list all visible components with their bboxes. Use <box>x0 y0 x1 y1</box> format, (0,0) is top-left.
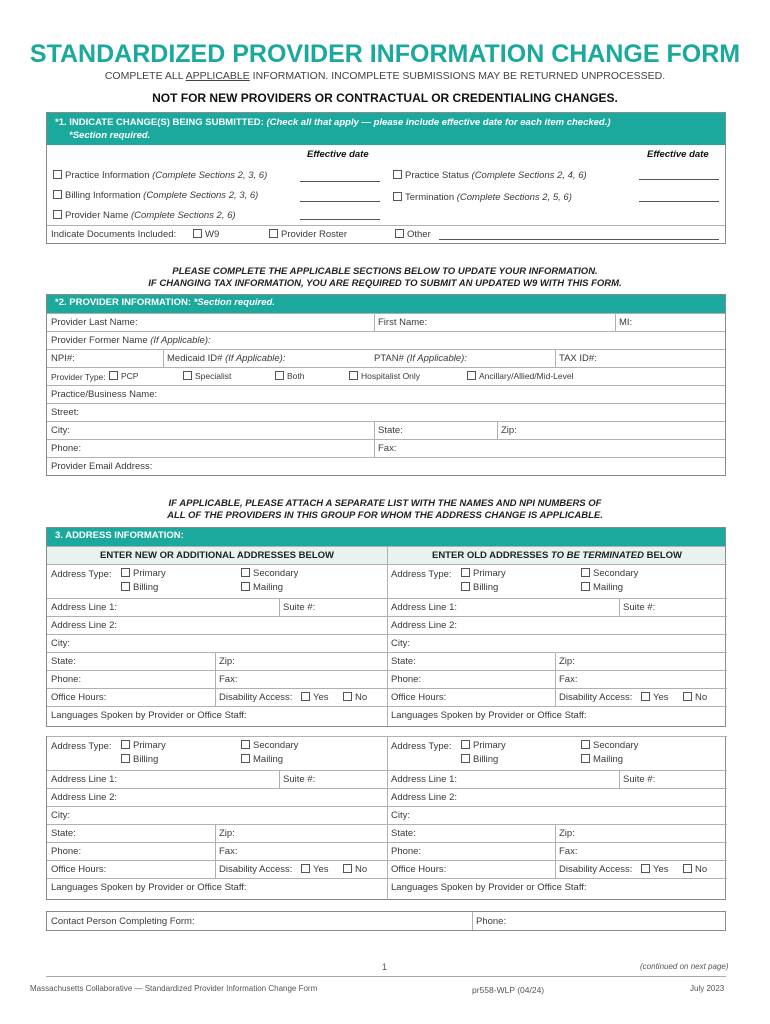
new-2-disability-no-option[interactable] <box>343 864 367 875</box>
old-1-zip-field[interactable]: Zip: <box>559 656 575 667</box>
old-2-hours-row <box>387 860 727 878</box>
new-1-phone-row <box>47 670 387 688</box>
pcp-checkbox[interactable] <box>109 371 118 380</box>
old-1-phone-field[interactable]: Phone: <box>391 674 422 685</box>
old-heading-italic: TO BE TERMINATED <box>550 550 645 561</box>
address-type-label: Address Type: <box>51 569 112 580</box>
old-1-disability-no-checkbox[interactable] <box>683 692 692 701</box>
old-2-disability-no-option[interactable] <box>683 864 707 875</box>
billing-info-option[interactable] <box>53 190 258 201</box>
old-1-disability-no-label: No <box>695 692 708 703</box>
old-2-fax-field[interactable]: Fax: <box>559 846 578 857</box>
practice-status-label: Practice Status <box>405 170 469 181</box>
termination-option[interactable] <box>393 192 572 203</box>
section3-box <box>46 527 726 727</box>
footer-date: July 2023 <box>690 984 725 993</box>
new-1-disability-label: Disability Access: <box>219 692 293 703</box>
new-1-fax-field[interactable]: Fax: <box>219 674 238 685</box>
new-2-fax-field[interactable]: Fax: <box>219 846 238 857</box>
old-2-disability-yes-option[interactable] <box>641 864 669 875</box>
last-name-field[interactable]: Provider Last Name: <box>51 317 138 328</box>
fax-field[interactable]: Fax: <box>378 443 397 454</box>
section1-required: *Section required. <box>69 130 151 141</box>
new-2-phone-row <box>47 842 387 860</box>
new-2-hours-row <box>47 860 387 878</box>
npi-field[interactable]: NPI#: <box>51 353 75 364</box>
pcp-option[interactable] <box>109 371 138 381</box>
old-2-phone-field[interactable]: Phone: <box>391 846 422 857</box>
old-1-mailing-option[interactable] <box>581 582 623 593</box>
billing-info-checkbox[interactable] <box>53 190 62 199</box>
practice-info-note: (Complete Sections 2, 3, 6) <box>152 170 268 181</box>
docs-label: Indicate Documents Included: <box>51 229 177 240</box>
effective-date-left: Effective date <box>307 149 369 160</box>
old-2-address-line2-field[interactable]: Address Line 2: <box>391 792 458 803</box>
old-1-lang-row <box>387 706 727 724</box>
page-number: 1 <box>382 962 388 972</box>
new-2-disability-no-checkbox[interactable] <box>343 864 352 873</box>
pcp-label: PCP <box>121 371 139 381</box>
new-1-line1-row <box>47 598 387 616</box>
section2-title: *2. PROVIDER INFORMATION: <box>55 297 194 308</box>
new-1-mailing-label: Mailing <box>253 582 284 593</box>
new-2-billing-label: Billing <box>133 754 159 765</box>
ptan-label: PTAN# <box>374 353 404 364</box>
old-1-billing-option[interactable] <box>461 582 498 593</box>
old-1-billing-checkbox[interactable] <box>461 582 470 591</box>
new-1-secondary-option[interactable] <box>241 568 298 579</box>
new-1-disability-yes-option[interactable] <box>301 692 329 703</box>
old-1-languages-field[interactable]: Languages Spoken by Provider or Office Staff: <box>391 710 587 721</box>
old-1-type-row <box>387 564 727 598</box>
new-2-secondary-checkbox[interactable] <box>241 740 250 749</box>
effective-date-right: Effective date <box>647 149 709 160</box>
roster-checkbox[interactable] <box>269 229 278 238</box>
new-2-lang-row <box>47 878 387 896</box>
new-1-phone-field[interactable]: Phone: <box>51 674 82 685</box>
termination-checkbox[interactable] <box>393 192 402 201</box>
old-1-line1-row <box>387 598 727 616</box>
new-2-disability-yes-option[interactable] <box>301 864 329 875</box>
old-1-office-hours-field[interactable]: Office Hours: <box>391 692 447 703</box>
new-2-disability-yes-checkbox[interactable] <box>301 864 310 873</box>
new-1-office-hours-field[interactable]: Office Hours: <box>51 692 107 703</box>
new-2-billing-option[interactable] <box>121 754 158 765</box>
new-2-line1-row <box>47 770 387 788</box>
old-2-zip-field[interactable]: Zip: <box>559 828 575 839</box>
new-2-mailing-checkbox[interactable] <box>241 754 250 763</box>
new-1-mailing-option[interactable] <box>241 582 283 593</box>
old-2-primary-checkbox[interactable] <box>461 740 470 749</box>
new-2-line2-row <box>47 788 387 806</box>
ancillary-checkbox[interactable] <box>467 371 476 380</box>
attach-note-line1: IF APPLICABLE, PLEASE ATTACH A SEPARATE LIST WITH THE NAMES AND NPI NUMBERS OF <box>168 498 602 509</box>
provider-name-note: (Complete Sections 2, 6) <box>131 210 236 221</box>
ptan-field[interactable] <box>374 353 467 364</box>
old-1-city-field[interactable]: City: <box>391 638 410 649</box>
attach-list-note <box>0 498 770 522</box>
new-1-mailing-checkbox[interactable] <box>241 582 250 591</box>
old-2-secondary-option[interactable] <box>581 740 638 751</box>
new-2-languages-field[interactable]: Languages Spoken by Provider or Office Staff: <box>51 882 247 893</box>
new-2-city-field[interactable]: City: <box>51 810 70 821</box>
old-2-lang-row <box>387 878 727 896</box>
medicaid-field[interactable] <box>167 353 285 364</box>
contact-person-field[interactable]: Contact Person Completing Form: <box>51 916 195 927</box>
section2-box <box>46 294 726 476</box>
old-1-disability-no-option[interactable] <box>683 692 707 703</box>
new-1-disability-yes-label: Yes <box>313 692 329 703</box>
new-1-primary-label: Primary <box>133 568 166 579</box>
old-1-secondary-option[interactable] <box>581 568 638 579</box>
old-1-secondary-checkbox[interactable] <box>581 568 590 577</box>
new-2-address-line1-field[interactable]: Address Line 1: <box>51 774 118 785</box>
billing-info-date-line[interactable] <box>300 201 380 202</box>
old-1-address-line1-field[interactable]: Address Line 1: <box>391 602 458 613</box>
section2-header <box>47 295 725 313</box>
old-2-line2-row <box>387 788 727 806</box>
old-1-primary-checkbox[interactable] <box>461 568 470 577</box>
hospitalist-label: Hospitalist Only <box>361 371 421 381</box>
section3-header: 3. ADDRESS INFORMATION: <box>47 528 725 546</box>
termination-label: Termination <box>405 192 455 203</box>
old-2-office-hours-field[interactable]: Office Hours: <box>391 864 447 875</box>
billing-info-note: (Complete Sections 2, 3, 6) <box>143 190 259 201</box>
section1-title: *1. INDICATE CHANGE(S) BEING SUBMITTED: <box>55 117 264 128</box>
new-1-hours-row <box>47 688 387 706</box>
old-2-mailing-option[interactable] <box>581 754 623 765</box>
both-label: Both <box>287 371 305 381</box>
warning-heading: NOT FOR NEW PROVIDERS OR CONTRACTUAL OR CREDENTIALING CHANGES. <box>152 91 618 105</box>
continued-note: (continued on next page) <box>640 962 729 971</box>
old-2-secondary-checkbox[interactable] <box>581 740 590 749</box>
old-1-address-line2-field[interactable]: Address Line 2: <box>391 620 458 631</box>
old-1-primary-option[interactable] <box>461 568 506 579</box>
old-1-disability-yes-option[interactable] <box>641 692 669 703</box>
new-1-type-row <box>47 564 387 598</box>
new-2-mailing-label: Mailing <box>253 754 284 765</box>
subtitle-underlined: APPLICABLE <box>185 70 250 82</box>
w9-label: W9 <box>205 229 220 240</box>
old-1-city-row <box>387 634 727 652</box>
new-2-primary-option[interactable] <box>121 740 166 751</box>
new-2-disability-label: Disability Access: <box>219 864 293 875</box>
state-field[interactable]: State: <box>378 425 403 436</box>
attach-note-line2: ALL OF THE PROVIDERS IN THIS GROUP FOR WHOM THE ADDRESS CHANGE IS APPLICABLE. <box>167 510 603 521</box>
new-address-heading: ENTER NEW OR ADDITIONAL ADDRESSES BELOW <box>100 550 334 561</box>
provider-type-row <box>47 367 725 385</box>
old-1-billing-label: Billing <box>473 582 499 593</box>
footer-form-name: Massachusetts Collaborative — Standardized Provider Information Change Form <box>30 984 318 993</box>
old-2-secondary-label: Secondary <box>593 740 639 751</box>
old-2-billing-checkbox[interactable] <box>461 754 470 763</box>
practice-name-row <box>47 385 725 403</box>
old-1-disability-yes-checkbox[interactable] <box>641 692 650 701</box>
old-2-disability-no-label: No <box>695 864 708 875</box>
practice-status-option[interactable] <box>393 170 587 181</box>
old-1-disability-yes-label: Yes <box>653 692 669 703</box>
ptan-note: (If Applicable): <box>406 353 467 364</box>
name-row <box>47 313 725 331</box>
former-name-label: Provider Former Name <box>51 335 148 346</box>
address-type-label: Address Type: <box>391 569 452 580</box>
new-2-disability-no-label: No <box>355 864 368 875</box>
zip-field[interactable]: Zip: <box>501 425 517 436</box>
old-1-hours-row <box>387 688 727 706</box>
ids-row <box>47 349 725 367</box>
instructions-line1: PLEASE COMPLETE THE APPLICABLE SECTIONS BELOW TO UPDATE YOUR INFORMATION. <box>172 266 598 277</box>
new-1-zip-field[interactable]: Zip: <box>219 656 235 667</box>
section1-note: (Check all that apply — please include effective date for each item checked.) <box>266 117 611 128</box>
old-2-billing-option[interactable] <box>461 754 498 765</box>
w9-option[interactable] <box>193 229 219 240</box>
practice-info-date-line[interactable] <box>300 181 380 182</box>
new-1-secondary-label: Secondary <box>253 568 299 579</box>
new-2-office-hours-field[interactable]: Office Hours: <box>51 864 107 875</box>
ancillary-option[interactable] <box>467 371 573 381</box>
old-1-phone-row <box>387 670 727 688</box>
new-1-billing-checkbox[interactable] <box>121 582 130 591</box>
practice-status-date-line[interactable] <box>639 179 719 180</box>
old-2-suite-field[interactable]: Suite #: <box>623 774 656 785</box>
old-2-city-field[interactable]: City: <box>391 810 410 821</box>
provider-name-date-line[interactable] <box>300 219 380 220</box>
old-2-disability-label: Disability Access: <box>559 864 633 875</box>
new-2-type-row <box>47 736 387 770</box>
hospitalist-checkbox[interactable] <box>349 371 358 380</box>
specialist-checkbox[interactable] <box>183 371 192 380</box>
new-1-disability-no-checkbox[interactable] <box>343 692 352 701</box>
section1-docs-row <box>47 225 725 226</box>
practice-info-option[interactable] <box>53 170 267 181</box>
new-1-city-row <box>47 634 387 652</box>
phone-field[interactable]: Phone: <box>51 443 82 454</box>
practice-status-note: (Complete Sections 2, 4, 6) <box>471 170 587 181</box>
new-2-secondary-label: Secondary <box>253 740 299 751</box>
other-label: Other <box>407 229 431 240</box>
old-2-languages-field[interactable]: Languages Spoken by Provider or Office Staff: <box>391 882 587 893</box>
old-1-mailing-label: Mailing <box>593 582 624 593</box>
provider-name-option[interactable] <box>53 210 236 221</box>
old-1-disability-label: Disability Access: <box>559 692 633 703</box>
city-row <box>47 421 725 439</box>
specialist-label: Specialist <box>195 371 232 381</box>
old-2-address-line1-field[interactable]: Address Line 1: <box>391 774 458 785</box>
provider-type-label: Provider Type: <box>51 372 106 382</box>
new-2-phone-field[interactable]: Phone: <box>51 846 82 857</box>
new-1-primary-option[interactable] <box>121 568 166 579</box>
ancillary-label: Ancillary/Allied/Mid-Level <box>479 371 574 381</box>
new-1-primary-checkbox[interactable] <box>121 568 130 577</box>
old-1-primary-label: Primary <box>473 568 506 579</box>
page-title: STANDARDIZED PROVIDER INFORMATION CHANGE FORM <box>29 40 741 68</box>
old-heading-post: BELOW <box>644 550 683 561</box>
street-field[interactable]: Street: <box>51 407 79 418</box>
new-1-lang-row <box>47 706 387 724</box>
billing-info-label: Billing Information <box>65 190 141 201</box>
email-row <box>47 457 725 475</box>
instructions-note <box>0 266 770 290</box>
new-2-primary-checkbox[interactable] <box>121 740 130 749</box>
old-2-type-row <box>387 736 727 770</box>
new-1-state-row <box>47 652 387 670</box>
provider-name-checkbox[interactable] <box>53 210 62 219</box>
contact-box <box>46 911 726 931</box>
old-2-disability-yes-label: Yes <box>653 864 669 875</box>
new-1-city-field[interactable]: City: <box>51 638 70 649</box>
new-1-billing-option[interactable] <box>121 582 158 593</box>
address-type-label: Address Type: <box>391 741 452 752</box>
footer-rule <box>46 976 726 977</box>
termination-date-line[interactable] <box>639 201 719 202</box>
old-2-primary-label: Primary <box>473 740 506 751</box>
new-1-secondary-checkbox[interactable] <box>241 568 250 577</box>
section3-column-heads <box>47 546 725 564</box>
new-1-address-line2-field[interactable]: Address Line 2: <box>51 620 118 631</box>
new-1-disability-no-label: No <box>355 692 368 703</box>
street-row <box>47 403 725 421</box>
mi-field[interactable]: MI: <box>619 317 633 328</box>
practice-name-field[interactable]: Practice/Business Name: <box>51 389 158 400</box>
old-2-mailing-label: Mailing <box>593 754 624 765</box>
termination-note: (Complete Sections 2, 5, 6) <box>456 192 572 203</box>
old-2-disability-no-checkbox[interactable] <box>683 864 692 873</box>
new-1-suite-field[interactable]: Suite #: <box>283 602 316 613</box>
old-1-fax-field[interactable]: Fax: <box>559 674 578 685</box>
old-2-phone-row <box>387 842 727 860</box>
new-2-zip-field[interactable]: Zip: <box>219 828 235 839</box>
section2-required: *Section required. <box>193 297 275 308</box>
instructions-line2: IF CHANGING TAX INFORMATION, YOU ARE REQUIRED TO SUBMIT AN UPDATED W9 WITH THIS FORM. <box>148 278 622 289</box>
email-field[interactable]: Provider Email Address: <box>51 461 153 472</box>
contact-phone-field[interactable]: Phone: <box>476 916 507 927</box>
medicaid-note: (If Applicable): <box>225 353 286 364</box>
new-2-address-line2-field[interactable]: Address Line 2: <box>51 792 118 803</box>
practice-info-label: Practice Information <box>65 170 150 181</box>
new-1-disability-no-option[interactable] <box>343 692 367 703</box>
new-1-address-line1-field[interactable]: Address Line 1: <box>51 602 118 613</box>
new-2-primary-label: Primary <box>133 740 166 751</box>
old-2-primary-option[interactable] <box>461 740 506 751</box>
other-line[interactable] <box>439 239 719 240</box>
old-2-billing-label: Billing <box>473 754 499 765</box>
section3-box-2 <box>46 736 726 900</box>
new-2-state-field[interactable]: State: <box>51 828 76 839</box>
tax-id-field[interactable]: TAX ID#: <box>559 353 597 364</box>
city-field[interactable]: City: <box>51 425 70 436</box>
new-1-disability-yes-checkbox[interactable] <box>301 692 310 701</box>
new-2-suite-field[interactable]: Suite #: <box>283 774 316 785</box>
other-checkbox[interactable] <box>395 229 404 238</box>
other-option[interactable] <box>395 229 431 240</box>
new-2-city-row <box>47 806 387 824</box>
old-2-line1-row <box>387 770 727 788</box>
old-1-line2-row <box>387 616 727 634</box>
old-1-mailing-checkbox[interactable] <box>581 582 590 591</box>
new-2-secondary-option[interactable] <box>241 740 298 751</box>
old-heading-pre: ENTER OLD ADDRESSES <box>431 550 551 561</box>
old-2-mailing-checkbox[interactable] <box>581 754 590 763</box>
practice-info-checkbox[interactable] <box>53 170 62 179</box>
new-1-line2-row <box>47 616 387 634</box>
old-2-disability-yes-checkbox[interactable] <box>641 864 650 873</box>
both-checkbox[interactable] <box>275 371 284 380</box>
subtitle <box>0 70 770 82</box>
old-1-secondary-label: Secondary <box>593 568 639 579</box>
practice-status-checkbox[interactable] <box>393 170 402 179</box>
new-2-state-row <box>47 824 387 842</box>
hospitalist-option[interactable] <box>349 371 420 381</box>
new-2-billing-checkbox[interactable] <box>121 754 130 763</box>
specialist-option[interactable] <box>183 371 231 381</box>
section1-header <box>47 113 725 145</box>
new-1-billing-label: Billing <box>133 582 159 593</box>
roster-label: Provider Roster <box>281 229 347 240</box>
subtitle-pre: COMPLETE ALL <box>104 70 186 82</box>
old-1-state-field[interactable]: State: <box>391 656 416 667</box>
new-1-state-field[interactable]: State: <box>51 656 76 667</box>
both-option[interactable] <box>275 371 305 381</box>
old-2-city-row <box>387 806 727 824</box>
old-2-state-field[interactable]: State: <box>391 828 416 839</box>
address-type-label: Address Type: <box>51 741 112 752</box>
subtitle-post: INFORMATION. INCOMPLETE SUBMISSIONS MAY BE RETURNED UNPROCESSED. <box>249 70 666 82</box>
old-1-suite-field[interactable]: Suite #: <box>623 602 656 613</box>
medicaid-label: Medicaid ID# <box>167 353 223 364</box>
old-address-heading <box>387 550 727 561</box>
first-name-field[interactable]: First Name: <box>378 317 428 328</box>
former-name-field[interactable] <box>51 335 211 346</box>
old-2-state-row <box>387 824 727 842</box>
footer-form-code: pr558-WLP (04/24) <box>472 985 545 995</box>
former-name-row <box>47 331 725 349</box>
roster-option[interactable] <box>269 229 347 240</box>
new-1-languages-field[interactable]: Languages Spoken by Provider or Office Staff: <box>51 710 247 721</box>
new-2-mailing-option[interactable] <box>241 754 283 765</box>
section1-box <box>46 112 726 244</box>
new-2-disability-yes-label: Yes <box>313 864 329 875</box>
old-1-state-row <box>387 652 727 670</box>
provider-name-label: Provider Name <box>65 210 129 221</box>
former-name-note: (If Applicable): <box>150 335 211 346</box>
w9-checkbox[interactable] <box>193 229 202 238</box>
phone-row <box>47 439 725 457</box>
